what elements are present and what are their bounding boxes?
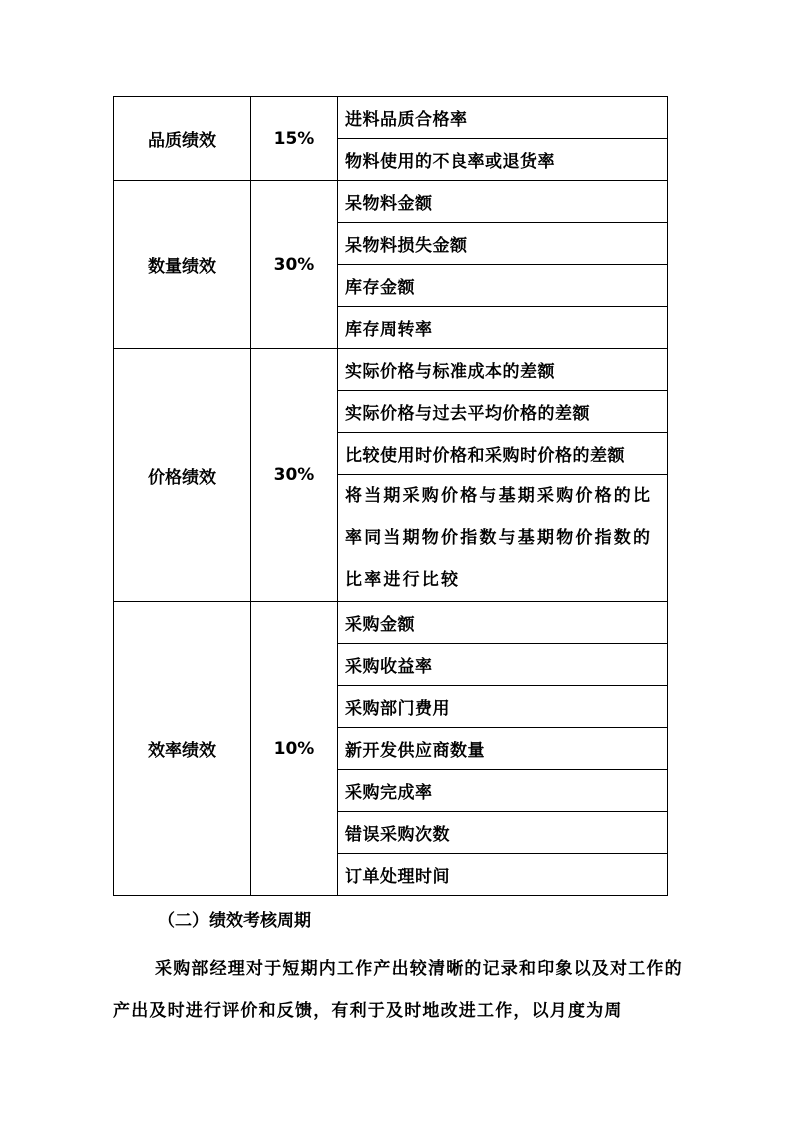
metric-cell: 采购完成率 [338,770,668,812]
metric-cell: 采购金额 [338,602,668,644]
table-row [114,349,668,391]
body-paragraph: 采购部经理对于短期内工作产出较清晰的记录和印象以及对工作的产出及时进行评价和反馈，有利于及时地改进工作，以月度为周 [113,959,683,1021]
weight-cell: 15% [251,97,338,181]
table-row [114,602,668,644]
metric-cell: 采购部门费用 [338,686,668,728]
metric-cell: 呆物料金额 [338,181,668,223]
metric-cell: 库存金额 [338,265,668,307]
metric-cell: 将当期采购价格与基期采购价格的比率同当期物价指数与基期物价指数的比率进行比较 [338,475,668,602]
metric-cell: 订单处理时间 [338,854,668,896]
category-cell: 品质绩效 [114,97,251,181]
table-row [114,181,668,223]
metric-cell: 物料使用的不良率或退货率 [338,139,668,181]
metric-cell: 实际价格与标准成本的差额 [338,349,668,391]
metric-cell: 错误采购次数 [338,812,668,854]
metric-cell: 库存周转率 [338,307,668,349]
table-row [114,97,668,139]
category-cell: 数量绩效 [114,181,251,349]
section-heading: （二）绩效考核周期 [158,911,311,931]
metric-cell: 进料品质合格率 [338,97,668,139]
category-cell: 价格绩效 [114,349,251,602]
metric-cell: 实际价格与过去平均价格的差额 [338,391,668,433]
metric-cell: 呆物料损失金额 [338,223,668,265]
weight-cell: 30% [251,349,338,602]
category-cell: 效率绩效 [114,602,251,896]
performance-kpi-table [113,96,668,896]
metric-cell: 比较使用时价格和采购时价格的差额 [338,433,668,475]
weight-cell: 10% [251,602,338,896]
metric-cell: 采购收益率 [338,644,668,686]
weight-cell: 30% [251,181,338,349]
metric-cell: 新开发供应商数量 [338,728,668,770]
